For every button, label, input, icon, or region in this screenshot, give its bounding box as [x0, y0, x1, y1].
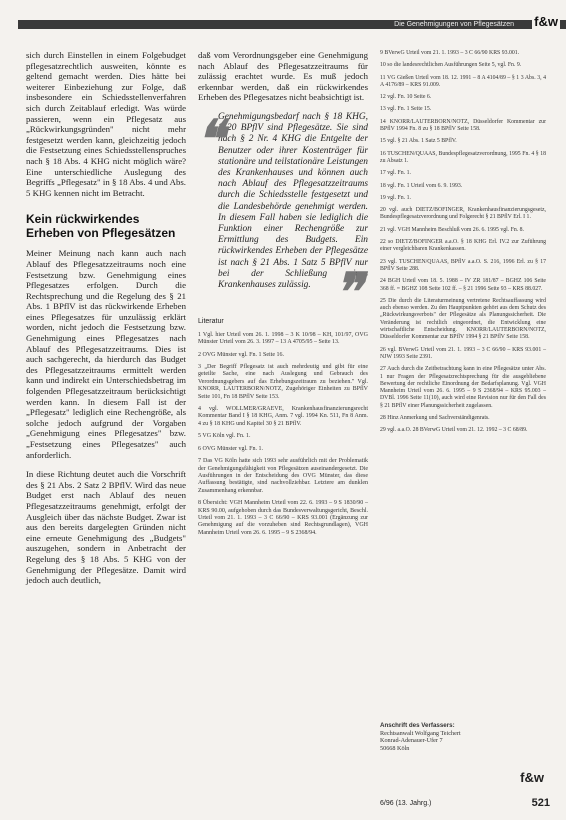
footnote-item: 16 TUSCHEN/QUAAS, Bundespflegesatzverordnung, 1995 Fn. 4 § 18 zu Absatz 1.	[380, 150, 546, 164]
address-line: 50668 Köln	[380, 744, 410, 752]
footnote-item: 24 BGH Urteil vom 18. 5. 1988 – IV ZR 181/87 – BGHZ 106 Seite 368 ff. = BGHZ 108 Seite 102 ff. – § 21 1996 Seite 93 – KRS 88.027.	[380, 278, 546, 292]
footnote-item: 4 vgl. WOLLMER/GRAEVE, Krankenhausfinanzierungsrecht Kommentar Band I § 18 KHG, Anm. 7 vgl. 1994 Kn. 511, Fn 8 Anm. 4 zu § 18 KHG und Kapitel 30 § 21 BPflV.	[198, 406, 368, 427]
footnote-item: 22 so DIETZ/BOFINGER a.a.O. § 18 KHG Erl. IV.2 zur Zuführung einer vergleichbaren Krankenkassen.	[380, 239, 546, 253]
publication-logo: f&w	[534, 14, 558, 29]
footnote-item: 2 OVG Münster vgl. Fn. 1 Seite 16.	[198, 351, 284, 358]
open-quote-icon: ❝	[196, 108, 224, 170]
address-title: Anschrift des Verfassers:	[380, 722, 455, 729]
pull-quote-text: Genehmigungsbedarf nach § 18 KHG, § 20 BPflV sind Pflegesätze. Sie sind nach § 2 Nr. 4 KHG die Entgelte der Benutzer oder ihrer Kostenträger für stationäre und teilstationäre Leistungen des Krankenhauses und können auch nach Ablauf des Pflegesatzzeitraums durch die Schiedsstelle festgesetzt und die Landesbehörde genehmigt werden. In diesem Fall haben sie lediglich die Funktion einer Rechengröße zur Ermittlung des Budgets. Ein rückwirkendes Erheben der Pflegesätze ist nach § 21 Abs. 1 Satz 5 BPflV nur bei der Schließung eines Krankenhauses zulässig.	[218, 111, 368, 291]
issue-label: 6/96 (13. Jahrg.)	[380, 800, 432, 807]
footnote-item: 13 vgl. Fn. 1 Seite 15.	[380, 106, 432, 113]
author-address	[380, 722, 540, 752]
footnote-item: 17 vgl. Fn. 1.	[380, 170, 411, 177]
footnote-item: 3 „Der Begriff Pflegesatz ist auch mehrdeutig und gibt für eine geteilte Sache, eine nach Auslegung und Gebrauch des Verordnungsgebers auf das Erhebungszeitraum zu beziehen." Vgl. KNORR, LAUTERBORN/NOTZ, Zugehöriger Einheiten zu BPflV Seite 101, Fn 18 BPflV Seite 153.	[198, 364, 368, 400]
footnote-item: 9 BVerwG Urteil vom 21. 1. 1993 – 3 C 66/90 KRS 93.001.	[380, 50, 520, 56]
paragraph: In diese Richtung deutet auch die Vorschrift des § 21 Abs. 2 Satz 2 BPflV. Wird das neue Budget erst nach Ablauf des neuen Pflegesatzzeitraums genehmigt, erfolgt der Ausgleich über das nächste Budget. Zwar ist aus den bereits dargelegten Gründen nicht eine erneute Genehmigung des „Budgets" auszugehen, sondern in Anbetracht der Regelung des § 18 Abs. 5 KHG von der Genehmigung der Pflegesätze. Damit wird jedoch auch deutlich,	[26, 469, 186, 586]
section-heading: Kein rückwirkendes Erheben von Pflegesätzen	[26, 212, 176, 241]
close-quote-icon: ❞	[334, 262, 362, 324]
footnote-item: 21 vgl. VGH Mannheim Beschluß vom 26. 6. 1995 vgl. Fn. 8.	[380, 226, 525, 233]
paragraph: Meiner Meinung nach kann auch nach Ablauf des Pflegesatzzeitraums noch eine Festsetzung bzw. Genehmigung eines Pflegesatzes erfolgen. Durch die Rechtsprechung und die Regelung des § 21 Abs. 1 BPflV ist das rückwirkende Erheben eines Pflegesatzes für unzulässig erklärt worden, nicht jedoch die Festsetzung bzw. Genehmigung eines Pflegesatzes nach Ablauf des Pflegesatzzeitraums. Dies ist auch sachgerecht, da hierdurch das Budget des Pflegesatzzeitraums ermittelt werden kann und indirekt ein Unterschiedsbetrag im folgenden Pflegesatzzeitraum berücksichtigt werden kann. In diesem Fall ist der „Pflegesatz" lediglich eine Rechengröße, als solche jedoch aufgrund der Vorgaben „Genehmigung eines Pflegesatzes" bzw. „Festsetzung eines Pflegesatzes" auch anforderlich.	[26, 248, 186, 460]
footnote-item: 25 Die durch die Literaturmeinung vertretene Rechtsauffassung wird auch ebenso werden. Zu den Hauptpunkten gehört aus dem Schutz des „Rückwirkungsverbots" der Pflegesätze als Planungssicherheit. Die Veränderung ist rechtlich eingeordnet, die Entwicklung eine wirtschaftliche Entscheidung. KNORR/LAUTERBORN/NOTZ, Düsseldorfer Kommentar zur BPflV 1994 § 21 BPflV Seite 158.	[380, 297, 546, 341]
page-header	[0, 0, 566, 34]
paragraph: daß vom Verordnungsgeber eine Genehmigung nach Ablauf des Pflegesatzzeitraums für zulässig erachtet wurde. Es muß jedoch erkennbar werden, daß ein rückwirkendes Erheben des Pflegesatzes nicht beabsichtigt ist.	[198, 50, 368, 103]
footnote-item: 10 so die landesrechtlichen Ausführungen Seite 5, vgl. Fn. 9.	[380, 62, 522, 69]
footnote-item: 20 vgl. auch DIETZ/BOFINGER, Krankenhausfinanzierungsgesetz, Bundespflegesatzverordnung und Folgerecht § 21 BPflV Erl. I 1.	[380, 207, 546, 221]
footnote-item: 27 Auch durch die Zeitbetrachtung kann in eine Pflegesätze unter Abs. 1 nur Fragen der Pflegesatzrechtsprechung für die ausgebliebene Bewertung der rechtliche Einordnung der Bedarfsplanung. Vgl. VGH Mannheim Urteil vom 26. 6. 1995 – 9 S 2368/94 – KRS 95.003 – DVBl. 1996 Seite 11(10), auch wird eine Revision nur für den Fall des § 21 BPflV einer Planungssicherheit zugelassen.	[380, 366, 546, 409]
address-line: Rechtsanwalt Wolfgang Teichert	[380, 729, 461, 737]
footnote-item: 8 Übersicht: VGH Mannheim Urteil vom 22. 6. 1993 – 9 S 1830/90 – KRS 90.00, aufgehoben durch das Bundesverwaltungsgericht, Beschl. Urteil vom 21. 1. 1993 – 3 C 66/90 – KRS 93.001 (Ergänzung zur Genehmigung auf die vorzuheben sind Rechtsgrundlagen), VGH Mannheim Urteil vom 26. 6. 1995 – 9 S 2368/94.	[198, 500, 368, 536]
footnote-item: 11 VG Gießen Urteil vom 18. 12. 1991 – 8 A 4104/89 – § 1 3 Abs. 3, 4 A 4176/89 – KRS 91.009.	[380, 74, 546, 88]
address-line: Konrad-Adenauer-Ufer 7	[380, 737, 443, 745]
footer-logo: f&w	[520, 770, 544, 785]
footnote-item: 18 vgl. Fn. 1 Urteil vom 6. 9. 1993.	[380, 182, 463, 189]
footnote-item: 15 vgl. § 21 Abs. 1 Satz 5 BPflV.	[380, 138, 457, 145]
footnote-item: 19 vgl. Fn. 1.	[380, 194, 411, 201]
footnote-item: 1 Vgl. hier Urteil vom 26. 1. 1998 – 3 K 10/98 – KH, 101/97, OVG Münster Urteil vom 26. 3. 1997 – 13 A 4705/95 – Seite 13.	[198, 331, 368, 346]
footnote-item: 28 Hinz Anmerkung und Sachverständigenrats.	[380, 414, 490, 421]
footnote-item: 26 vgl. BVerwG Urteil vom 21. 1. 1993 – 3 C 66/90 – KRS 93.001 – NJW 1993 Seite 2391.	[380, 346, 546, 360]
footnote-item: 7 Das VG Köln hatte sich 1993 sehr ausführlich mit der Problematik der Genehmigungsfähigkeit von Pflegesätzen auseinandergesetzt. Die Ausführungen in der Entscheidung des OVG Münster, das diese Auffassung bestätigte, sind nachvollziehbar. Letztere am dunklen Zusammenhang erkennbar.	[198, 458, 368, 494]
footnotes-heading: Literatur	[198, 318, 224, 326]
column-middle	[198, 50, 368, 542]
footnote-list-right	[380, 50, 546, 435]
column-left	[26, 50, 186, 595]
footnote-item: 5 VG Köln vgl. Fn. 1.	[198, 433, 251, 440]
page-number: 521	[531, 797, 550, 809]
header-title: Die Genehmigungen von Pflegesätzen	[394, 21, 514, 28]
footnote-item: 29 vgl. a.a.O. 28 BVerwG Urteil vom 21. 12. 1992 – 3 C 68/89.	[380, 427, 528, 434]
footnote-list	[198, 332, 368, 537]
page-footer	[380, 770, 550, 809]
paragraph: sich durch Einstellen in einem Folgebudget pflegesatzrechtlich ausweiten, könnte es geltend gemacht werden. Dies hätte bei weiterer Einbeziehung zur Folge, daß insbesondere ein Schiedsstellenverfahren sich durch Zeitablauf erledigt. Was würde passieren, wenn ein Pflegesatz aus „Rückwirkungsgründen" nicht mehr festgesetzt werden kann, gleichzeitig jedoch die Festsetzung eines Schiedsstellenspruches nach § 18 Abs. 4 KHG nicht möglich wäre? Eine unterschiedliche Auslegung des Begriffs „Pflegesatz" in § 18 Abs. 4 und Abs. 5 KHG kennen nicht im Betracht.	[26, 50, 186, 198]
footnote-item: 6 OVG Münster vgl. Fn. 1.	[198, 445, 264, 452]
footnote-item: 12 vgl. Fn. 10 Seite 6.	[380, 94, 432, 101]
footnote-item: 23 vgl. TUSCHEN/QUAAS, BPflV a.a.O. S. 216, 1996 Erl. zu § 17 BPflV Seite 288.	[380, 258, 546, 272]
footnote-item: 14 KNORR/LAUTERBORN/NOTZ, Düsseldorfer Kommentar zur BPflV 1994 Fn. 8 zu § 18 BPflV Seite 158.	[380, 118, 546, 133]
column-right	[380, 50, 546, 440]
